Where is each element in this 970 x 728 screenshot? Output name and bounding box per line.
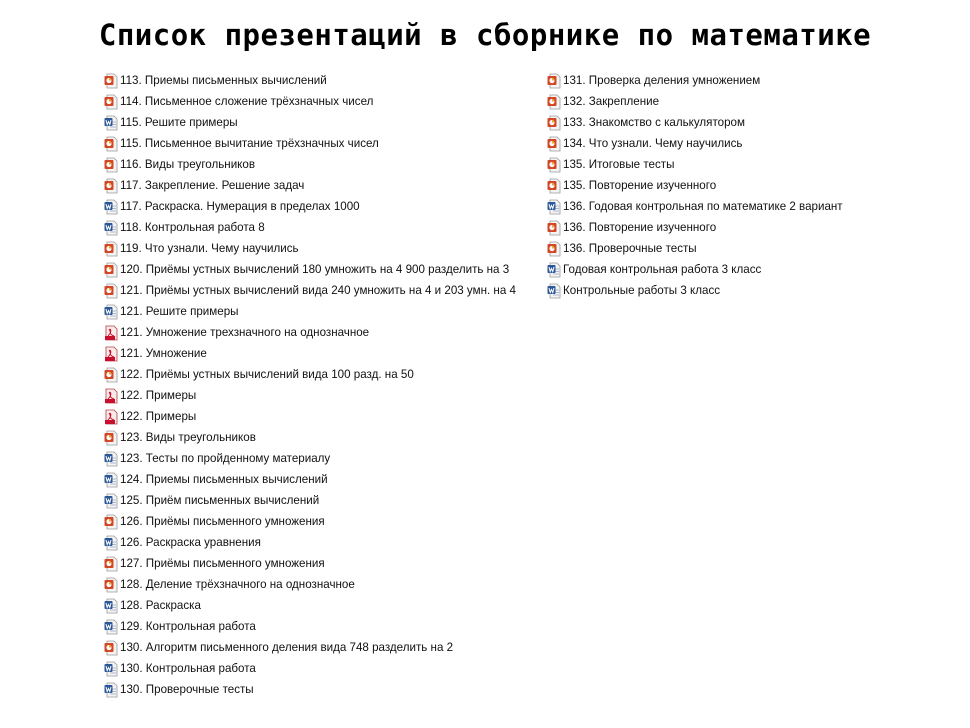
file-name: 130. Проверочные тесты: [120, 683, 254, 696]
file-name: 130. Контрольная работа: [120, 662, 256, 675]
file-item[interactable]: [104, 154, 534, 175]
file-name: 128. Раскраска: [120, 599, 201, 612]
file-item[interactable]: [104, 448, 534, 469]
powerpoint-file-icon: [104, 283, 118, 299]
file-item[interactable]: [104, 469, 534, 490]
pdf-file-icon: [104, 409, 118, 425]
file-name: 115. Письменное вычитание трёхзначных чисел: [120, 137, 379, 150]
file-item[interactable]: [104, 406, 534, 427]
file-name: 119. Что узнали. Чему научились: [120, 242, 299, 255]
file-name: 131. Проверка деления умножением: [563, 74, 761, 87]
powerpoint-file-icon: [547, 94, 561, 110]
powerpoint-file-icon: [104, 73, 118, 89]
file-name: 134. Что узнали. Чему научились: [563, 137, 743, 150]
file-name: 135. Повторение изученного: [563, 179, 717, 192]
file-item[interactable]: [104, 196, 534, 217]
file-name: Годовая контрольная работа 3 класс: [563, 263, 762, 276]
word-file-icon: [104, 451, 118, 467]
pdf-file-icon: [104, 388, 118, 404]
file-item[interactable]: [547, 280, 947, 301]
file-item[interactable]: [104, 280, 534, 301]
word-file-icon: [104, 199, 118, 215]
file-item[interactable]: [104, 574, 534, 595]
file-name: 126. Раскраска уравнения: [120, 536, 261, 549]
file-item[interactable]: [547, 238, 947, 259]
file-name: 118. Контрольная работа 8: [120, 221, 265, 234]
powerpoint-file-icon: [104, 640, 118, 656]
word-file-icon: [104, 598, 118, 614]
file-name: 121. Умножение трехзначного на однозначное: [120, 326, 370, 339]
file-name: Контрольные работы 3 класс: [563, 284, 721, 297]
file-item[interactable]: [547, 112, 947, 133]
word-file-icon: [104, 619, 118, 635]
word-file-icon: [104, 115, 118, 131]
file-item[interactable]: [104, 91, 534, 112]
file-name: 123. Тесты по пройденному материалу: [120, 452, 331, 465]
file-name: 122. Примеры: [120, 410, 197, 423]
powerpoint-file-icon: [104, 514, 118, 530]
file-item[interactable]: [104, 70, 534, 91]
file-name: 133. Знакомство с калькулятором: [563, 116, 745, 129]
file-item[interactable]: [104, 322, 534, 343]
file-name: 116. Виды треугольников: [120, 158, 255, 171]
file-item[interactable]: [104, 511, 534, 532]
file-name: 114. Письменное сложение трёхзначных чисел: [120, 95, 374, 108]
file-item[interactable]: [104, 343, 534, 364]
powerpoint-file-icon: [104, 178, 118, 194]
file-name: 125. Приём письменных вычислений: [120, 494, 320, 507]
powerpoint-file-icon: [547, 115, 561, 131]
file-item[interactable]: [104, 259, 534, 280]
file-name: 121. Решите примеры: [120, 305, 239, 318]
page-title: Список презентаций в сборнике по математике: [98, 18, 872, 52]
word-file-icon: [104, 682, 118, 698]
file-item[interactable]: [104, 133, 534, 154]
word-file-icon: [104, 493, 118, 509]
file-item[interactable]: [104, 385, 534, 406]
file-item[interactable]: [104, 637, 534, 658]
file-item[interactable]: [104, 301, 534, 322]
file-name: 136. Годовая контрольная по математике 2 вариант: [563, 200, 843, 213]
file-item[interactable]: [104, 553, 534, 574]
file-item[interactable]: [104, 658, 534, 679]
powerpoint-file-icon: [104, 157, 118, 173]
file-name: 136. Проверочные тесты: [563, 242, 697, 255]
word-file-icon: [547, 262, 561, 278]
pdf-file-icon: [104, 325, 118, 341]
file-name: 121. Приёмы устных вычислений вида 240 умножить на 4 и 203 умн. на 4: [120, 284, 516, 297]
file-name: 123. Виды треугольников: [120, 431, 256, 444]
file-item[interactable]: [104, 364, 534, 385]
file-item[interactable]: [104, 532, 534, 553]
powerpoint-file-icon: [104, 577, 118, 593]
word-file-icon: [547, 199, 561, 215]
file-name: 122. Приёмы устных вычислений вида 100 разд. на 50: [120, 368, 414, 381]
file-item[interactable]: [104, 175, 534, 196]
file-name: 120. Приёмы устных вычислений 180 умножить на 4 900 разделить на 3: [120, 263, 510, 276]
file-item[interactable]: [547, 217, 947, 238]
powerpoint-file-icon: [104, 556, 118, 572]
file-item[interactable]: [547, 175, 947, 196]
file-name: 129. Контрольная работа: [120, 620, 256, 633]
powerpoint-file-icon: [104, 94, 118, 110]
file-item[interactable]: [547, 154, 947, 175]
powerpoint-file-icon: [104, 262, 118, 278]
file-name: 136. Повторение изученного: [563, 221, 717, 234]
file-name: 126. Приёмы письменного умножения: [120, 515, 325, 528]
file-list-right: [547, 70, 947, 301]
file-item[interactable]: [104, 427, 534, 448]
file-list-left: [104, 70, 534, 700]
powerpoint-file-icon: [104, 136, 118, 152]
file-name: 117. Закрепление. Решение задач: [120, 179, 305, 192]
file-item[interactable]: [547, 259, 947, 280]
powerpoint-file-icon: [104, 367, 118, 383]
powerpoint-file-icon: [547, 220, 561, 236]
file-item[interactable]: [104, 217, 534, 238]
word-file-icon: [104, 304, 118, 320]
file-name: 124. Приемы письменных вычислений: [120, 473, 328, 486]
file-item[interactable]: [547, 196, 947, 217]
powerpoint-file-icon: [104, 430, 118, 446]
file-name: 127. Приёмы письменного умножения: [120, 557, 325, 570]
file-name: 122. Примеры: [120, 389, 197, 402]
powerpoint-file-icon: [547, 157, 561, 173]
file-name: 113. Приемы письменных вычислений: [120, 74, 327, 87]
powerpoint-file-icon: [547, 136, 561, 152]
file-item[interactable]: [104, 490, 534, 511]
word-file-icon: [104, 661, 118, 677]
word-file-icon: [104, 535, 118, 551]
word-file-icon: [104, 472, 118, 488]
file-item[interactable]: [104, 616, 534, 637]
word-file-icon: [104, 220, 118, 236]
file-item[interactable]: [104, 112, 534, 133]
powerpoint-file-icon: [104, 241, 118, 257]
file-item[interactable]: [104, 679, 534, 700]
file-item[interactable]: [104, 238, 534, 259]
word-file-icon: [547, 283, 561, 299]
powerpoint-file-icon: [547, 73, 561, 89]
file-item[interactable]: [547, 91, 947, 112]
file-name: 135. Итоговые тесты: [563, 158, 675, 171]
file-item[interactable]: [104, 595, 534, 616]
file-name: 121. Умножение: [120, 347, 207, 360]
file-name: 115. Решите примеры: [120, 116, 238, 129]
pdf-file-icon: [104, 346, 118, 362]
file-name: 130. Алгоритм письменного деления вида 748 разделить на 2: [120, 641, 454, 654]
file-item[interactable]: [547, 70, 947, 91]
file-item[interactable]: [547, 133, 947, 154]
file-name: 117. Раскраска. Нумерация в пределах 1000: [120, 200, 360, 213]
file-name: 128. Деление трёхзначного на однозначное: [120, 578, 355, 591]
powerpoint-file-icon: [547, 178, 561, 194]
file-name: 132. Закрепление: [563, 95, 660, 108]
powerpoint-file-icon: [547, 241, 561, 257]
